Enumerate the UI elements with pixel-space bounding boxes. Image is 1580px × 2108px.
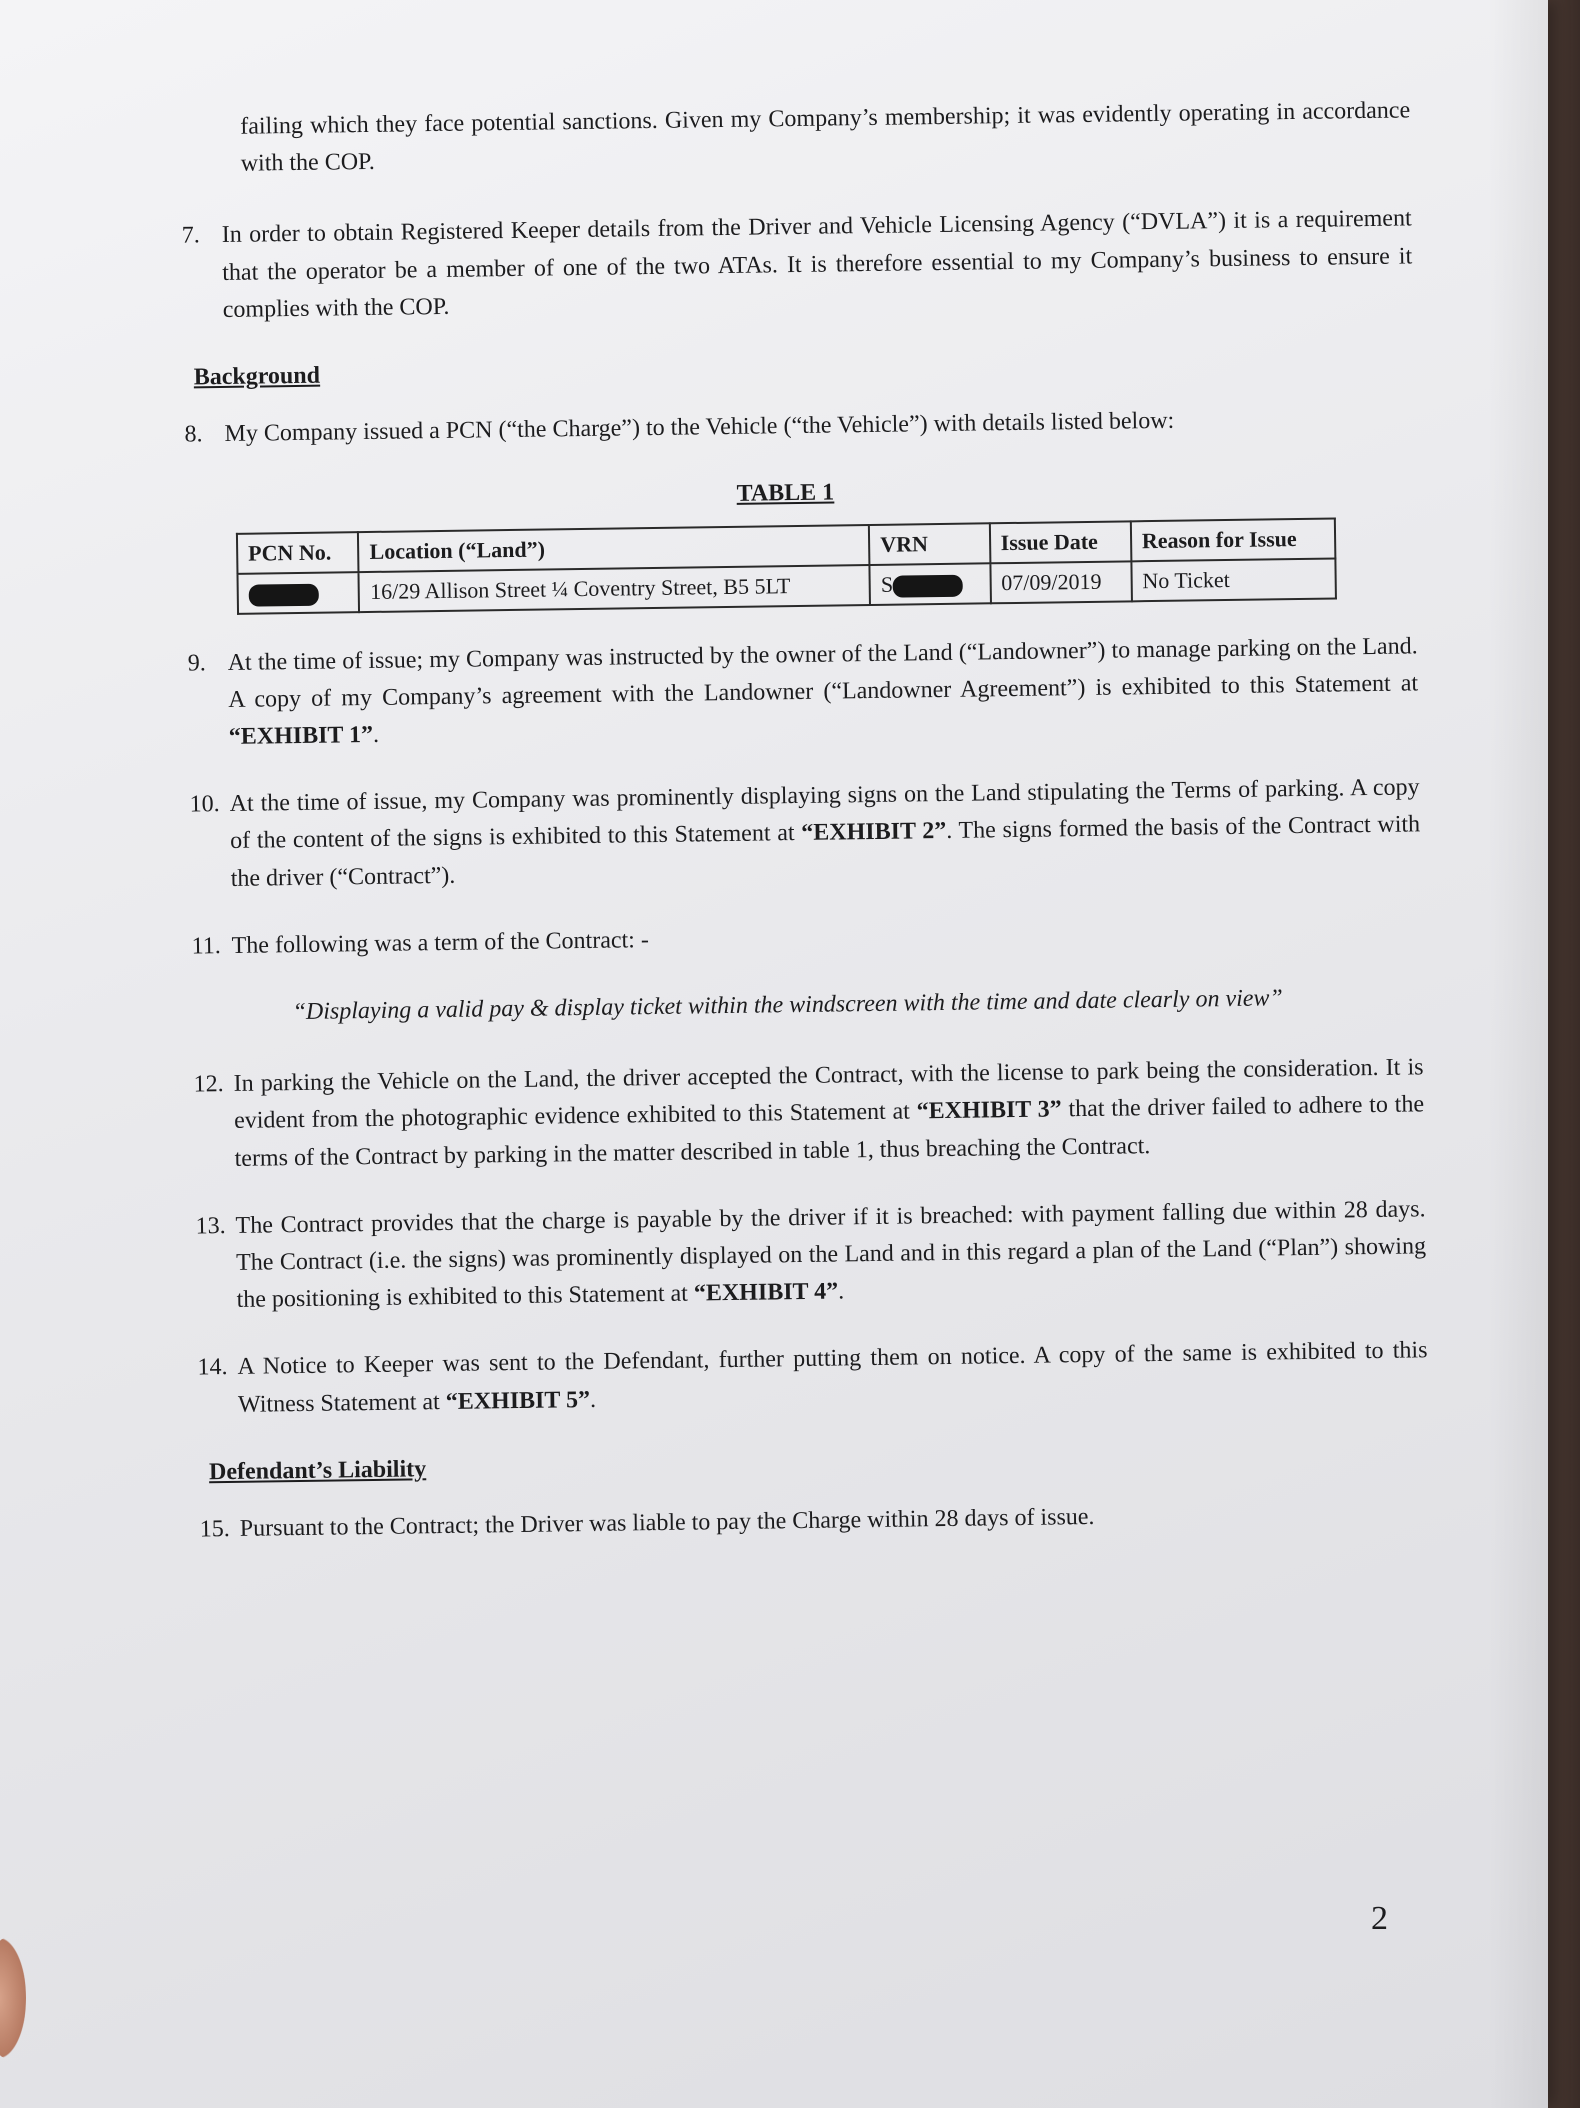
contract-term-quote: “Displaying a valid pay & display ticket within the windscreen with the time and date clearly on view” — [292, 985, 1283, 1026]
header-location: Location (“Land”) — [358, 525, 869, 572]
header-issue-date: Issue Date — [989, 521, 1131, 563]
paragraph-text: At the time of issue; my Company was instructed by the owner of the Land (“Landowner”) to manage parking on the Land. A copy of my Company’s agreement with the Landowner (“Landowner Agreement”) is exhibited to this Statement at — [227, 633, 1419, 713]
exhibit-reference: “EXHIBIT 5” — [445, 1386, 591, 1415]
header-pcn-no: PCN No. — [237, 532, 359, 574]
paragraph-text: Pursuant to the Contract; the Driver was liable to pay the Charge within 28 days of issue. — [239, 1503, 1095, 1542]
paragraph-text: A Notice to Keeper was sent to the Defendant, further putting them on notice. A copy of the same is exhibited to this Witness Statement at — [237, 1337, 1428, 1418]
cell-pcn-no — [237, 572, 359, 614]
paragraph-14 — [167, 1333, 1428, 1425]
exhibit-reference: “EXHIBIT 4” — [693, 1278, 839, 1307]
header-reason: Reason for Issue — [1131, 518, 1336, 561]
paragraph-number: 15. — [199, 1515, 231, 1543]
exhibit-reference: “EXHIBIT 2” — [801, 818, 947, 847]
intro-paragraph — [150, 92, 1411, 184]
paragraph-text: In parking the Vehicle on the Land, the driver accepted the Contract, with the license to park being the consideration. It is evident from the photographic evidence exhibited to this Statement at — [233, 1054, 1424, 1135]
paragraph-number: 7. — [181, 222, 200, 249]
paragraph-13 — [165, 1191, 1426, 1320]
paragraph-end: . — [589, 1386, 597, 1413]
paragraph-12 — [163, 1050, 1424, 1179]
paragraph-number: 9. — [187, 649, 206, 677]
exhibit-reference: “EXHIBIT 3” — [916, 1096, 1062, 1125]
paragraph-number: 8. — [184, 421, 203, 448]
paragraph-9 — [157, 628, 1418, 757]
paragraph-text: The following was a term of the Contract: - — [231, 926, 650, 959]
paragraph-text: The Contract provides that the charge is payable by the driver if it is breached: with payment falling due within 28 days. The Contract (i.e. the signs) was prominently displayed on the Land and in this regard a plan of the Land (“Plan”) showing the positioning is exhibited to this Statement at — [235, 1196, 1427, 1314]
document-content — [150, 92, 1430, 1579]
paragraph-text: My Company issued a PCN (“the Charge”) to the Vehicle (“the Vehicle”) with details listed below: — [224, 407, 1175, 448]
finger-edge — [0, 1938, 26, 2058]
paragraph-11 — [161, 911, 1421, 966]
cell-location: 16/29 Allison Street ¼ Coventry Street, B5 5LT — [359, 565, 870, 612]
paragraph-end: . — [372, 721, 380, 749]
paragraph-number: 11. — [191, 932, 221, 960]
paragraph-end: . The signs formed the basis of the Contract with the driver (“Contract”). — [230, 811, 1421, 892]
paragraph-text: At the time of issue, my Company was prominently displaying signs on the Land stipulating the Terms of parking. A copy of the content of the signs is exhibited to this Statement at — [229, 774, 1420, 855]
pcn-table — [236, 517, 1337, 615]
paragraph-7 — [152, 201, 1413, 330]
paragraph-number: 13. — [195, 1212, 226, 1240]
exhibit-reference: “EXHIBIT 1” — [228, 722, 374, 751]
header-vrn: VRN — [869, 523, 990, 565]
table-title: TABLE 1 — [736, 479, 835, 508]
intro-paragraph-text: failing which they face potential sanctions. Given my Company’s membership; it was evidently operating in accordance with the COP. — [240, 97, 1411, 177]
paragraph-number: 14. — [197, 1354, 228, 1381]
vrn-visible-char: S — [880, 571, 894, 597]
section-heading-liability: Defendant’s Liability — [208, 1455, 427, 1485]
paragraph-text-continued: that the driver failed to adhere to the terms of the Contract by parking in the matter described in table 1, thus breaching the Contract. — [234, 1091, 1425, 1172]
cell-vrn — [870, 563, 991, 605]
section-heading-background: Background — [193, 362, 321, 391]
paragraph-8 — [154, 400, 1414, 455]
paragraph-number: 12. — [193, 1071, 224, 1098]
paragraph-10 — [159, 770, 1420, 899]
redaction-mark — [249, 583, 319, 606]
paragraph-end: . — [837, 1278, 845, 1305]
page-number: 2 — [1371, 1900, 1388, 1937]
paragraph-number: 10. — [189, 791, 220, 818]
cell-issue-date: 07/09/2019 — [990, 561, 1132, 603]
redaction-mark — [893, 574, 963, 597]
paragraph-text: In order to obtain Registered Keeper details from the Driver and Vehicle Licensing Agency (“DVLA”) it is a requirement that the operator be a member of one of the two ATAs. It is therefore essential to my Company’s business to ensure it complies with the COP. — [221, 205, 1413, 323]
cell-reason: No Ticket — [1131, 558, 1336, 601]
paragraph-15 — [170, 1494, 1430, 1549]
